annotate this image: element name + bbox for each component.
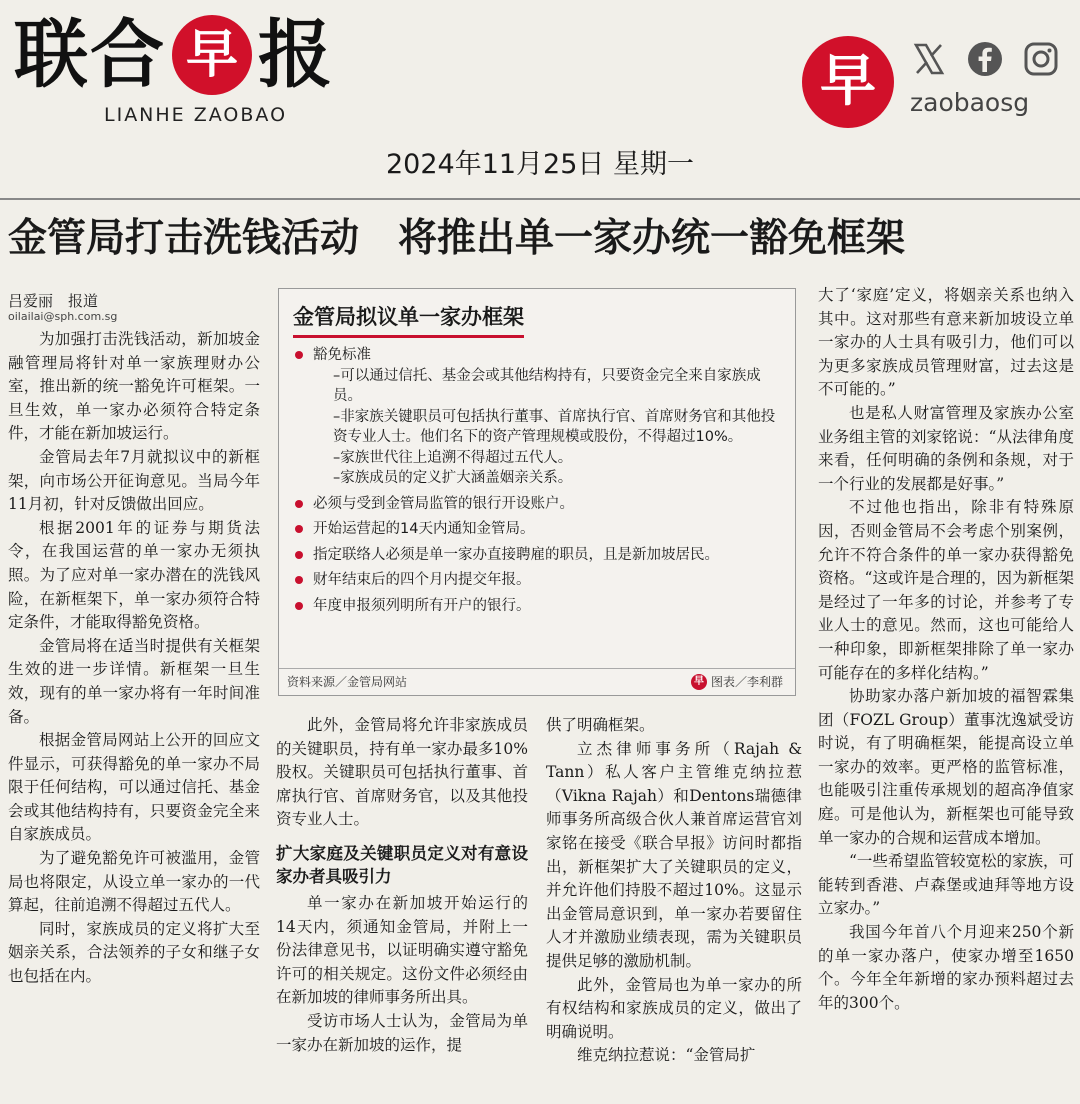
list-item bbox=[293, 570, 783, 591]
paragraph: 根据2001年的证券与期货法令，在我国运营的单一家办无须执照。为了应对单一家办潜在的洗钱风险，在新框架下，单一家办须符合特定条件，才能取得豁免资格。 bbox=[8, 518, 260, 632]
social-handle: zaobaosg bbox=[910, 88, 1030, 117]
article-headline: 金管局打击洗钱活动 将推出单一家办统一豁免框架 bbox=[8, 216, 906, 261]
sub-list-item: –非家族关键职员可包括执行董事、首席执行官、首席财务官和其他投资专业人士。他们名下的资产管理规模或股份，不得超过10%。 bbox=[333, 408, 776, 445]
list-item bbox=[293, 519, 783, 540]
byline-author: 吕爱丽 报道 bbox=[8, 292, 99, 310]
list-item-label: 豁免标准 bbox=[313, 347, 371, 363]
logo-char: 联 bbox=[14, 12, 90, 98]
list-item bbox=[293, 345, 783, 489]
article-column-1 bbox=[8, 328, 260, 989]
list-item-label: 年度申报须列明所有开户的银行。 bbox=[313, 597, 531, 614]
paragraph: 此外，金管局也为单一家办的所有权结构和家族成员的定义，做出了明确说明。 bbox=[546, 975, 802, 1041]
bullet-dot-icon bbox=[295, 525, 303, 533]
publication-date: 2024年11月25日 星期一 bbox=[385, 149, 694, 180]
paragraph: 供了明确框架。 bbox=[546, 716, 655, 734]
sidebar-title: 金管局拟议单一家办框架 bbox=[293, 301, 524, 338]
list-item-label: 开始运营起的14天内通知金管局。 bbox=[313, 521, 535, 537]
facebook-icon[interactable] bbox=[966, 40, 1004, 78]
bullet-dot-icon bbox=[295, 576, 303, 584]
paragraph: 也是私人财富管理及家族办公室业务组主管的刘家铭说：“从法律角度来看，任何明确的条例和条规，对于一个行业的发展都是好事。” bbox=[818, 403, 1074, 493]
logo-english: LIANHE ZAOBAO bbox=[104, 104, 288, 126]
paragraph: 不过他也指出，除非有特殊原因，否则金管局不会考虑个别案例，允许不符合条件的单一家办获得豁免资格。“这或许是合理的，因为新框架是经过了一年多的讨论，并参考了专业人士的意见。然而，这也可能给人一种印象，即新框架排除了单一家办可能存在的多样化结构。” bbox=[818, 498, 1074, 682]
list-item bbox=[293, 596, 783, 617]
newspaper-logo[interactable] bbox=[14, 14, 334, 96]
bullet-dot-icon bbox=[295, 500, 303, 508]
sidebar-box bbox=[278, 288, 796, 696]
paragraph: 受访市场人士认为，金管局为单一家办在新加坡的运作，提 bbox=[276, 1011, 528, 1054]
article-subheading: 扩大家庭及关键职员定义对有意设家办者具吸引力 bbox=[276, 843, 528, 886]
paragraph: 立杰律师事务所（Rajah & Tann）私人客户主管维克纳拉惹（Vikna Rajah）和Dentons瑞德律师事务所高级合伙人兼首席运营官刘家铭在接受《联合早报》访问时都指出，新框架扩大了关键职员的定义，并允许他们持股不超过10%。这显示出金管局意识到，单一家办若要留住人才并激励业绩表现，需为关键职员提供足够的激励机制。 bbox=[546, 739, 802, 970]
x-icon[interactable] bbox=[910, 40, 948, 78]
masthead bbox=[0, 0, 1080, 140]
paragraph: 为了避免豁免许可被滥用，金管局也将限定，从设立单一家办的一代算起，往前追溯不得超过五代人。 bbox=[8, 849, 260, 915]
paragraph: 我国今年首八个月迎来250个新的单一家办落户，使家办增至1650个。今年全年新增的家办预料超过去年的300个。 bbox=[818, 923, 1074, 1012]
logo-char: 报 bbox=[258, 12, 334, 98]
paragraph: 单一家办在新加坡开始运行的14天内，须通知金管局，并附上一份法律意见书，以证明确实遵守豁免许可的相关规定。这份文件必须经由在新加坡的律师事务所出具。 bbox=[276, 893, 528, 1007]
logo-badge: 早 bbox=[172, 15, 252, 95]
zaobao-badge-icon: 早 bbox=[691, 674, 707, 690]
paragraph: 协助家办落户新加坡的福智霖集团（FOZL Group）董事沈逸斌受访时说，有了明确框架，能提高设立单一家办的效率。更严格的监管标准，也能吸引注重传承规划的超高净值家庭。可是他认为，新框架也可能导致单一家办的合规和运营成本增加。 bbox=[818, 687, 1074, 847]
instagram-icon[interactable] bbox=[1022, 40, 1060, 78]
paragraph: 金管局去年7月就拟议中的新框架，向市场公开征询意见。当局今年11月初，针对反馈做出回应。 bbox=[8, 447, 260, 514]
list-item bbox=[293, 545, 783, 566]
article-column-2 bbox=[276, 714, 528, 1057]
sub-list-item: –家族世代往上追溯不得超过五代人。 bbox=[333, 449, 573, 466]
paragraph: 金管局将在适当时提供有关框架生效的进一步详情。新框架一旦生效，现有的单一家办将有一年时间准备。 bbox=[8, 636, 260, 726]
paragraph: 大了‘家庭’定义，将姻亲关系也纳入其中。这对那些有意来新加坡设立单一家办的人士具有吸引力，他们可以为更多家族成员管理财富，过去这是不可能的。” bbox=[818, 286, 1074, 399]
paragraph: 此外，金管局将允许非家族成员的关键职员，持有单一家办最多10%股权。关键职员可包括执行董事、首席执行官、首席财务官，以及其他投资专业人士。 bbox=[276, 716, 528, 829]
list-item-label: 财年结束后的四个月内提交年报。 bbox=[313, 572, 531, 588]
bullet-dot-icon bbox=[295, 551, 303, 559]
byline-email[interactable]: oilailai@sph.com.sg bbox=[8, 310, 118, 323]
sidebar-footer bbox=[279, 668, 795, 695]
bullet-dot-icon bbox=[295, 351, 303, 359]
paragraph: 为加强打击洗钱活动，新加坡金融管理局将针对单一家族理财办公室，推出新的统一豁免许可框架。一旦生效，单一家办必须符合特定条件，才能在新加坡运行。 bbox=[8, 330, 260, 443]
sub-list-item: –可以通过信托、基金会或其他结构持有，只要资金完全来自家族成员。 bbox=[333, 367, 761, 404]
article-column-3 bbox=[546, 714, 802, 1068]
sub-list bbox=[313, 366, 783, 489]
list-item-label: 必须与受到金管局监管的银行开设账户。 bbox=[313, 495, 574, 512]
paragraph: 同时，家族成员的定义将扩大至姻亲关系，合法领养的子女和继子女也包括在内。 bbox=[8, 919, 260, 986]
social-badge-icon[interactable]: 早 bbox=[802, 36, 894, 128]
list-item-label: 指定联络人必须是单一家办直接聘雇的职员，且是新加坡居民。 bbox=[313, 546, 719, 563]
paragraph: “一些希望监管较宽松的家族，可能转到香港、卢森堡或迪拜等地方设立家办。” bbox=[818, 852, 1074, 918]
sub-list-item: –家族成员的定义扩大涵盖姻亲关系。 bbox=[333, 470, 573, 486]
paragraph: 维克纳拉惹说：“金管局扩 bbox=[577, 1046, 756, 1065]
social-icons bbox=[910, 40, 1060, 78]
source-note: 资料来源／金管局网站 bbox=[287, 675, 408, 689]
bullet-dot-icon bbox=[295, 602, 303, 610]
article-column-4 bbox=[818, 284, 1074, 1015]
paragraph: 根据金管局网站上公开的回应文件显示，可获得豁免的单一家办不局限于任何结构，可以通过信托、基金会或其他结构持有，只要资金完全来自家族成员。 bbox=[8, 731, 260, 844]
sidebar-list bbox=[293, 345, 783, 621]
credit-label: 图表／李利群 bbox=[710, 675, 783, 689]
logo-char: 合 bbox=[90, 12, 166, 98]
divider bbox=[0, 198, 1080, 200]
list-item bbox=[293, 494, 783, 515]
graphic-credit bbox=[691, 669, 783, 695]
